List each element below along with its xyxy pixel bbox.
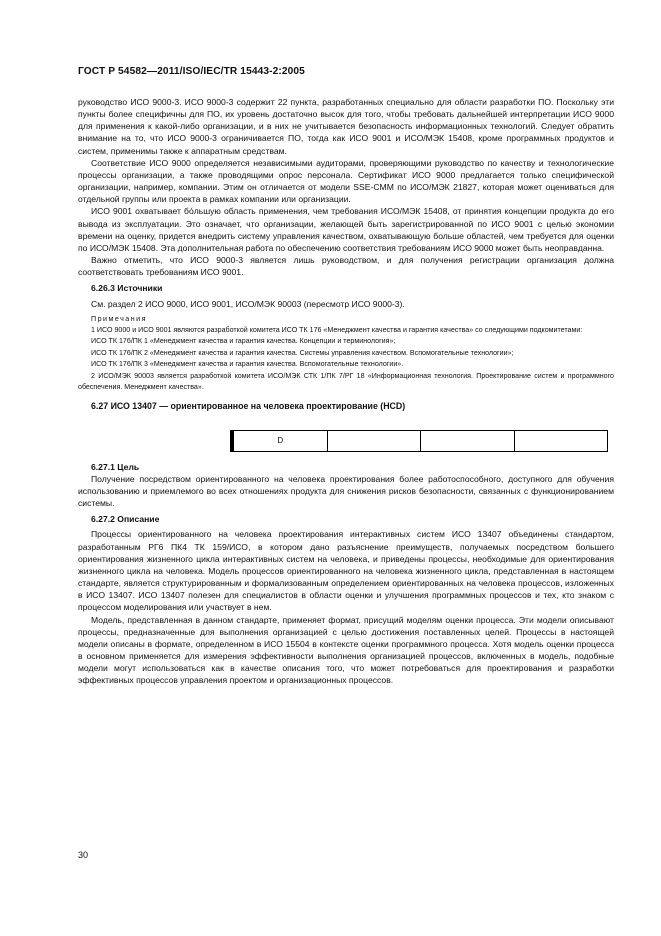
document-header: ГОСТ Р 54582—2011/ISO/IEC/TR 15443-2:2005: [78, 66, 305, 77]
section-heading-6-27-2: 6.27.2 Описание: [91, 514, 160, 525]
page-number: 30: [78, 850, 89, 860]
note-item: ИСО ТК 176/ПК 1 «Менеджмент качества и гарантия качества. Концепции и терминология»;: [91, 337, 396, 346]
body-text: [78, 96, 614, 686]
notes-heading: Примечания: [91, 314, 147, 323]
section-heading-6-26-3: 6.26.3 Источники: [91, 283, 163, 294]
paragraph: См. раздел 2 ИСО 9000, ИСО 9001, ИСО/МЭК 90003 (пересмотр ИСО 9000-3).: [91, 298, 405, 309]
paragraph: Модель, представленная в данном стандарте, применяет формат, присущий моделям оценки процесса. Эти модели описывают процессы, предназначенные для выполнения организацией с целью достижения поставленных целей. Процессы в настоящей модели описаны в формате, определенном в ИСО 15504 в контексте оценки программного процесса. Хотя модель оценки процесса в основном применяется для измерения эффективности выполнения организацией процессов, включенных в модель, подобные модели могут использоваться как в качестве описания того, что может потребоваться для проектирования и разработки эффективных процессов управления проектом и организационных процессов.: [78, 614, 614, 686]
paragraph: Процессы ориентированного на человека проектирования интерактивных систем ИСО 13407 объединены стандартом, разработанным РГ6 ПК4 ТК 159/ИСО, в котором дано разъяснение преимуществ, получаемых посредством большего ориентирования жизненного цикла интерактивных систем на человека, и приведены процессы, необходимые для ориентирования жизненного цикла на человека. Модель процессов ориентированного на человека жизненного цикла, представленная в настоящем стандарте, является структурированным и формализованным определением ориентированных на человека процессов, изложенных в ИСО 13407. ИСО 13407 полезен для специалистов в области оценки и улучшения программных процессов и тех, кто знаком с процессом моделирования или участвует в нем.: [78, 529, 614, 613]
table-cell: [515, 431, 608, 451]
table-cell: [328, 431, 422, 451]
paragraph: Получение посредством ориентированного на человека проектирования более работоспособного, доступного для обучения использованию и приемлемого во всех отношениях продукта для снижения рисков безопасности, связанных с функционированием системы.: [78, 473, 614, 509]
classification-table: [230, 430, 608, 452]
paragraph: Важно отметить, что ИСО 9000-3 является лишь руководством, и для получения регистрации организация должна соответствовать требованиям ИСО 9001.: [78, 255, 614, 278]
table-cell: D: [234, 431, 328, 451]
note-item: ИСО ТК 176/ПК 2 «Менеджмент качества и гарантия качества. Системы управления качеством. Вспомогательные технологии»;: [91, 348, 514, 357]
note-item: 2 ИСО/МЭК 90003 является разработкой комитета ИСО/МЭК СТК 1/ПК 7/РГ 18 «Информационная технология. Проектирование систем и программного обеспечения. Менеджмент качества».: [78, 371, 614, 392]
notes-block: [78, 314, 614, 394]
paragraph: руководство ИСО 9000-3. ИСО 9000-3 содержит 22 пункта, разработанных специально для области разработки ПО. Поскольку эти пункты более специфичны для ПО, их уровень достаточно высок для того, чтобы требовать дальнейшей интерпретации ИСО 9000 для применения к какой-либо организации, и в них не учитывается безопасность информационных технологий. Следует обратить внимание на то, что ИСО 9000-3 ограничивается ПО, тогда как ИСО 9001 и ИСО/МЭК 15408, кроме программных продуктов и систем, применимы также к аппаратным средствам.: [78, 97, 614, 156]
note-item: ИСО ТК 176/ПК 3 «Менеджмент качества и гарантия качества. Вспомогательные технологии».: [91, 360, 404, 369]
table-cell: [421, 431, 515, 451]
section-heading-6-27: 6.27 ИСО 13407 — ориентированное на человека проектирование (HCD): [91, 400, 406, 411]
note-item: 1 ИСО 9000 и ИСО 9001 являются разработкой комитета ИСО ТК 176 «Менеджмент качества и гарантия качества» со следующими подкомитетами:: [91, 326, 583, 335]
section-heading-6-27-1: 6.27.1 Цель: [91, 461, 140, 472]
paragraph: Соответствие ИСО 9000 определяется независимыми аудиторами, проверяющими руководство по качеству и технологические процессы организации, а также проводящими опрос персонала. Сертификат ИСО 9000 предлагается только специфической организации, например, компании. Этим он отличается от модели SSE-CMM по ИСО/МЭК 21827, которая может оцениваться для отдельной группы или проекта в рамках компании или организации.: [78, 157, 614, 205]
paragraph: ИСО 9001 охватывает бо́льшую область применения, чем требования ИСО/МЭК 15408, от принятия концепции продукта до его вывода из эксплуатации. Это означает, что организации, желающей быть зарегистрированной по ИСО 9001 с целью экономии времени на оценку, придется внедрить систему управления качеством, охватывающую больше областей, чем требуется для оценки по ИСО/МЭК 15408. Эта дополнительная работа по обеспечению соответствия требованиям ИСО 9000 может быть неоправданна.: [78, 206, 614, 253]
